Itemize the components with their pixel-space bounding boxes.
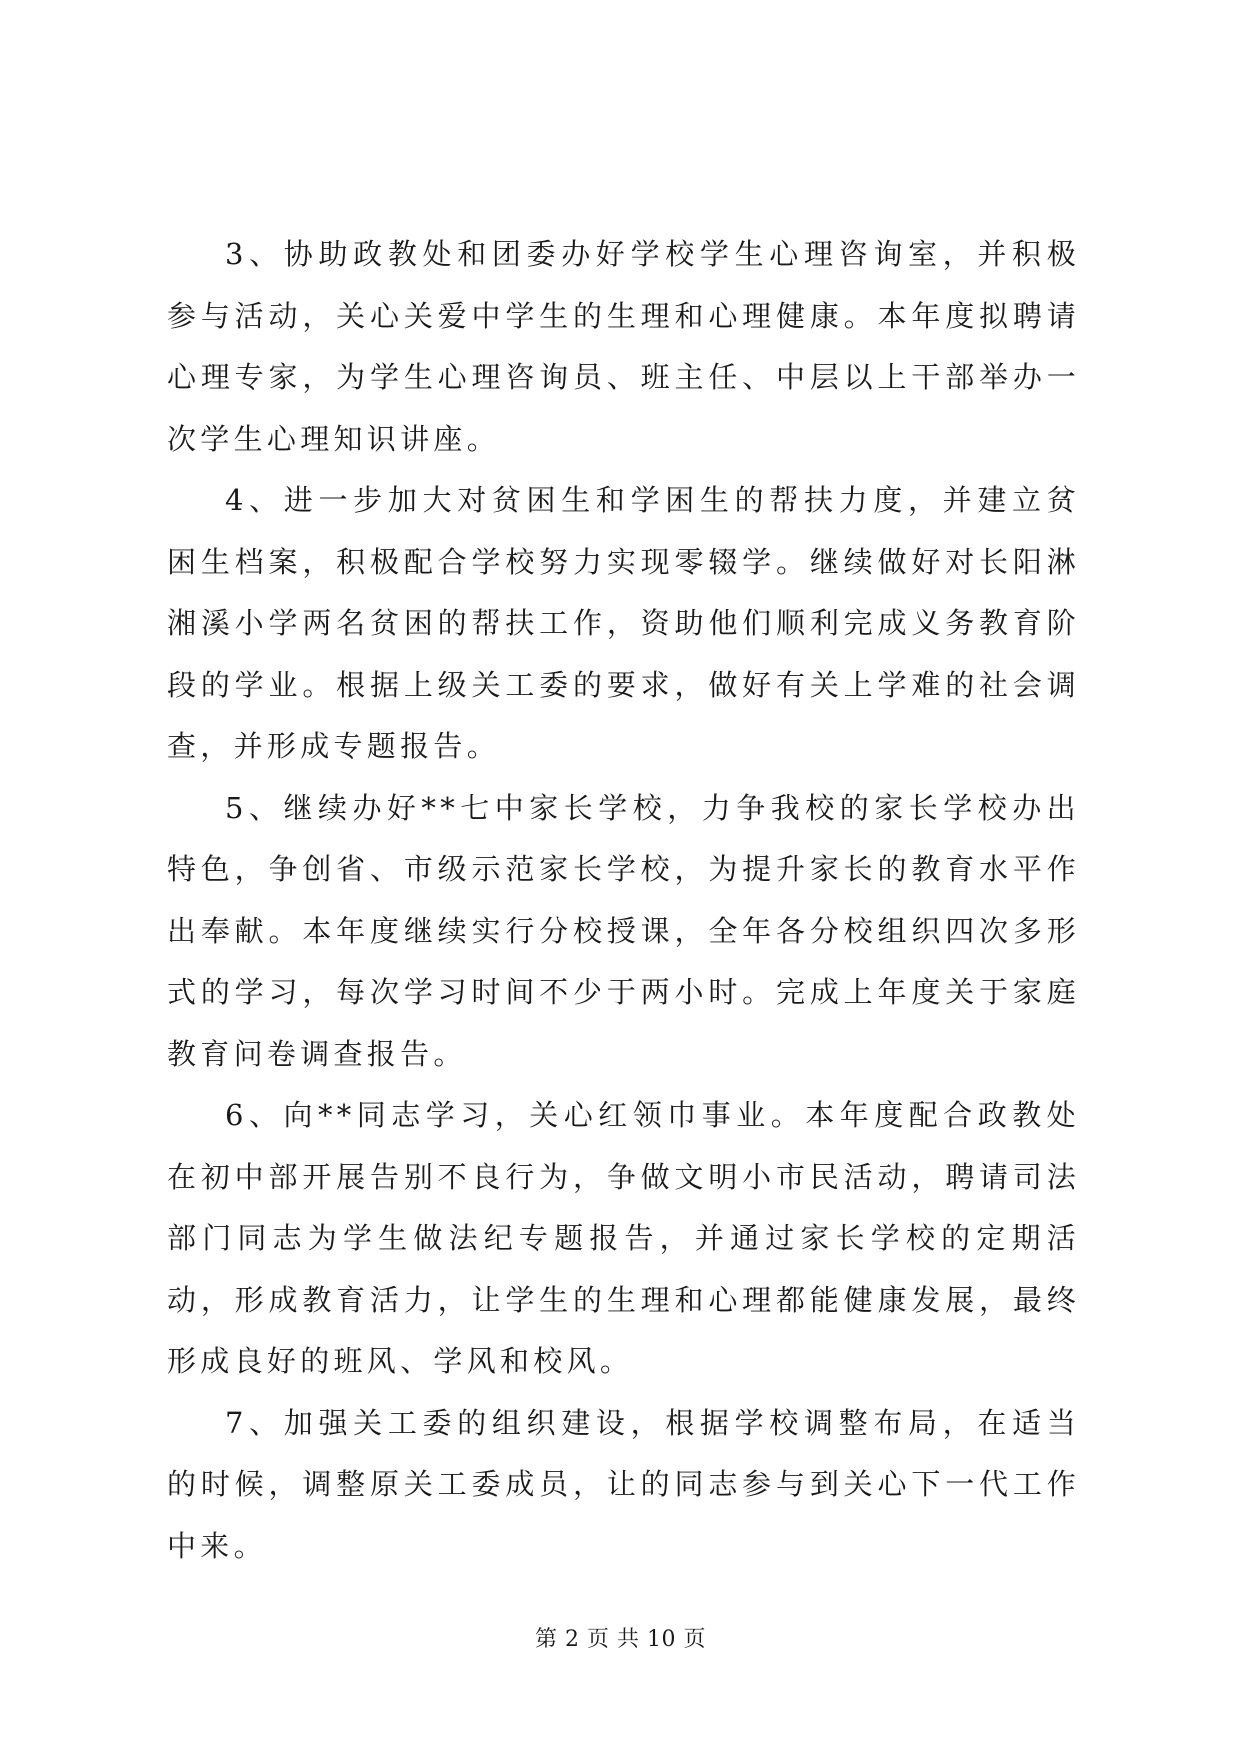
paragraph-item-5: 5、继续办好**七中家长学校，力争我校的家长学校办出特色，争创省、市级示范家长学校，为提升家长的教育水平作出奉献。本年度继续实行分校授课，全年各分校组织四次多形式的学习，每次学习时间不少于两小时。完成上年度关于家庭教育问卷调查报告。 <box>167 790 1080 1071</box>
paragraph-item-4: 4、进一步加大对贫困生和学困生的帮扶力度，并建立贫困生档案，积极配合学校努力实现零辍学。继续做好对长阳淋湘溪小学两名贫困的帮扶工作，资助他们顺利完成义务教育阶段的学业。根据上级关工委的要求，做好有关上学难的社会调查，并形成专题报告。 <box>167 483 1080 763</box>
page-number-footer: 第 2 页 共 10 页 <box>535 1627 706 1652</box>
document-body <box>167 224 1080 1577</box>
paragraph-item-3: 3、协助政教处和团委办好学校学生心理咨询室，并积极参与活动，关心关爱中学生的生理和心理健康。本年度拟聘请心理专家，为学生心理咨询员、班主任、中层以上干部举办一次学生心理知识讲座。 <box>167 237 1080 456</box>
paragraph-item-6: 6、向**同志学习，关心红领巾事业。本年度配合政教处在初中部开展告别不良行为，争做文明小市民活动，聘请司法部门同志为学生做法纪专题报告，并通过家长学校的定期活动，形成教育活力，让学生的生理和心理都能健康发展，最终形成良好的班风、学风和校风。 <box>167 1098 1080 1378</box>
paragraph-item-7: 7、加强关工委的组织建设，根据学校调整布局，在适当的时候，调整原关工委成员，让的同志参与到关心下一代工作中来。 <box>167 1405 1080 1563</box>
